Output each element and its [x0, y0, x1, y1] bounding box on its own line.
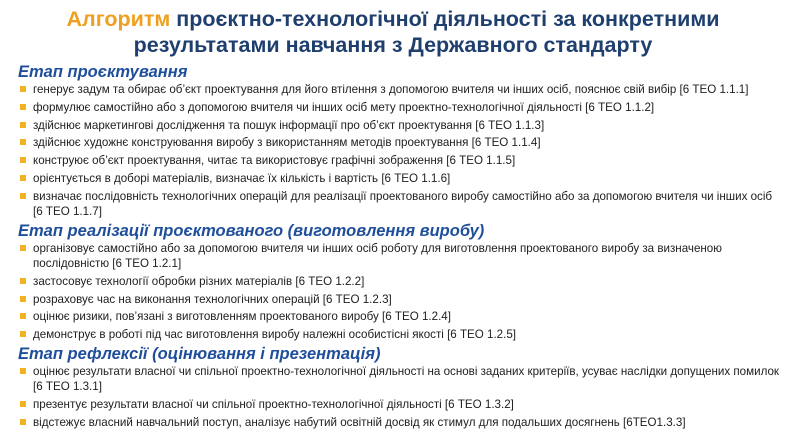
- stage-heading-reflection: Етап рефлексії (оцінювання і презентація): [18, 344, 381, 363]
- list-item: [18, 364, 782, 394]
- list-item-text: оцінює результати власної чи спільної проектно-технологічної діяльності на основі заданих критеріїв, усуває наслідки допущених помилок [6 ТЕО 1.3.1]: [33, 364, 779, 394]
- list-item-text: формулює самостійно або з допомогою вчителя чи інших осіб мету проектно-технологічної діяльності [6 ТЕО 1.1.2]: [33, 100, 655, 114]
- bullet-icon: [20, 419, 26, 425]
- list-item-text: застосовує технології обробки різних матеріалів [6 ТЕО 1.2.2]: [33, 274, 365, 288]
- bullet-icon: [20, 296, 26, 302]
- list-item-text: здійснює художнє конструювання виробу з використанням методів проектування [6 ТЕО 1.1.4]: [33, 136, 541, 150]
- bullet-icon: [20, 122, 26, 128]
- bullet-icon: [20, 139, 26, 145]
- list-item: [18, 118, 782, 133]
- list-item-text: генерує задум та обирає об’єкт проектування для його втілення з допомогою вчителя чи інших осіб, пояснює свій вибір [6 ТЕО 1.1.1]: [33, 83, 749, 96]
- list-item: [18, 309, 782, 324]
- stage-list-design: [18, 82, 782, 219]
- stage-list-implementation: [18, 241, 782, 343]
- list-item: [18, 397, 782, 412]
- bullet-icon: [20, 175, 26, 181]
- bullet-icon: [20, 245, 26, 251]
- stage-heading-implementation: Етап реалізації проєктованого (виготовлення виробу): [18, 221, 485, 240]
- bullet-icon: [20, 313, 26, 319]
- list-item-text: конструює об’єкт проектування, читає та використовує графічні зображення [6 ТЕО 1.1.5]: [33, 154, 516, 168]
- list-item-text: оцінює ризики, пов’язані з виготовленням проектованого виробу [6 ТЕО 1.2.4]: [33, 310, 451, 324]
- list-item-text: розраховує час на виконання технологічних операцій [6 ТЕО 1.2.3]: [33, 292, 392, 306]
- list-item: [18, 100, 782, 115]
- list-item-text: організовує самостійно або за допомогою вчителя чи інших осіб роботу для виготовлення проектованого виробу за визначеною послідовністю [6 ТЕО 1.2.1]: [33, 241, 722, 270]
- list-item: [18, 415, 782, 430]
- list-item-text: орієнтується в доборі матеріалів, визначає їх кількість і вартість [6 ТЕО 1.1.6]: [33, 171, 451, 185]
- bullet-icon: [20, 193, 26, 199]
- title-line1-rest: проєктно-технологічної діяльності за конкретними: [170, 7, 720, 31]
- stages-content: [18, 63, 782, 433]
- list-item: [18, 327, 782, 342]
- stage-heading-design: Етап проєктування: [18, 63, 188, 81]
- bullet-icon: [20, 86, 26, 92]
- title-accent: Алгоритм: [66, 7, 171, 31]
- title-line2: результатами навчання з Державного стандарту: [133, 33, 653, 57]
- list-item: [18, 171, 782, 186]
- bullet-icon: [20, 331, 26, 337]
- bullet-icon: [20, 368, 26, 374]
- list-item-text: демонструє в роботі під час виготовлення виробу належні особистісні якості [6 ТЕО 1.2.5]: [33, 328, 517, 342]
- bullet-icon: [20, 157, 26, 163]
- bullet-icon: [20, 401, 26, 407]
- list-item: [18, 274, 782, 289]
- stage-list-reflection: [18, 364, 782, 430]
- list-item-text: презентує результати власної чи спільної проектно-технологічної діяльності [6 ТЕО 1.3.2]: [33, 397, 514, 411]
- list-item-text: відстежує власний навчальний поступ, аналізує набутий освітній досвід як стимул для подальших досягнень [6ТЕО1.3.3]: [33, 415, 686, 429]
- list-item: [18, 153, 782, 168]
- list-item-text: здійснює маркетингові дослідження та пошук інформації про об’єкт проектування [6 ТЕО 1.1.3]: [33, 118, 545, 132]
- page-title: [0, 0, 786, 58]
- list-item: [18, 189, 782, 219]
- list-item: [18, 292, 782, 307]
- list-item-text: визначає послідовність технологічних операцій для реалізації проектованого виробу самостійно або за допомогою вчителя чи інших осіб [6 ТЕО 1.1.7]: [33, 189, 773, 218]
- list-item: [18, 135, 782, 150]
- bullet-icon: [20, 278, 26, 284]
- bullet-icon: [20, 104, 26, 110]
- list-item: [18, 241, 782, 271]
- list-item: [18, 82, 782, 97]
